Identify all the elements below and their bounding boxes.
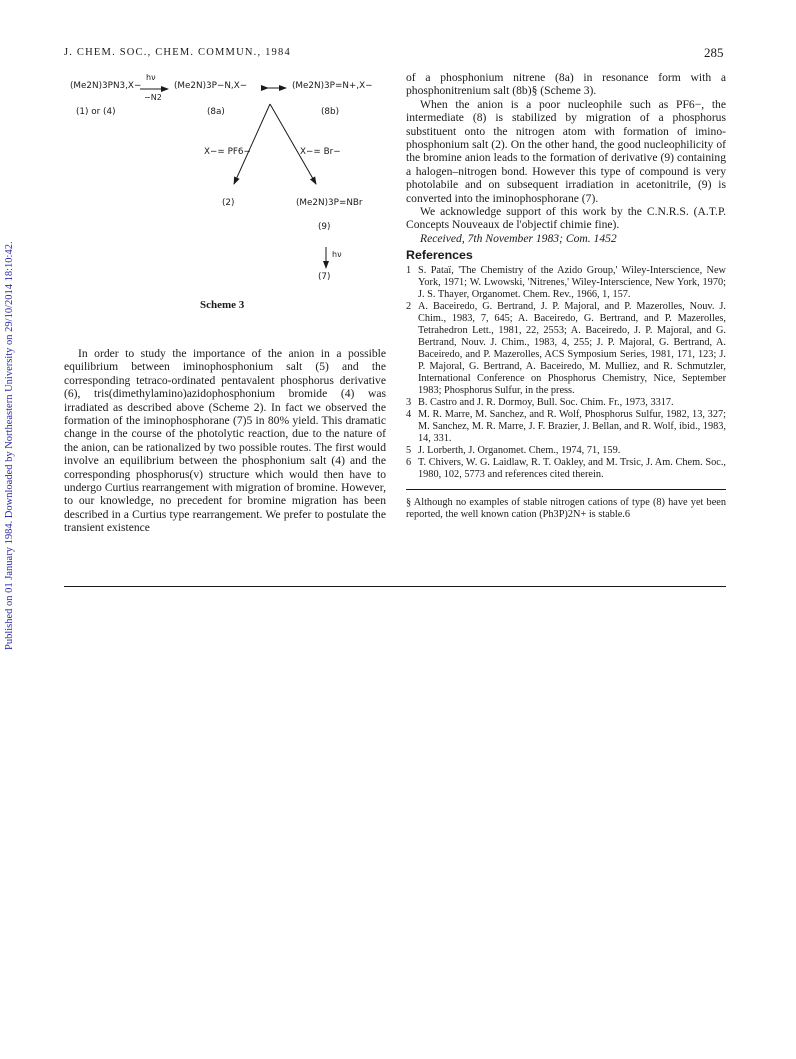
reaction-scheme	[64, 60, 404, 320]
arrow-label-hv: hν	[146, 73, 156, 82]
product-7: (7)	[318, 272, 331, 282]
reference-text: S. Pataï, 'The Chemistry of the Azido Group,' Wiley-Interscience, New York, 1971; W. Lwowski, 'Nitrenes,' Wiley-Interscience, New York, 1970; J. S. Thayer, Organomet. Chem. Rev., 1966, 1, 157.	[418, 264, 726, 300]
product-2: (2)	[222, 198, 235, 208]
journal-header: J. CHEM. SOC., CHEM. COMMUN., 1984	[64, 47, 291, 58]
reference-number: 4	[406, 408, 412, 420]
body-paragraph: of a phosphonium nitrene (8a) in resonance form with a phosphonitrenium salt (8b)§ (Scheme 3).	[406, 71, 726, 98]
scheme-arrows	[64, 60, 404, 320]
left-column	[64, 347, 386, 535]
reference-list	[406, 265, 726, 481]
reference-text: J. Lorberth, J. Organomet. Chem., 1974, 71, 159.	[418, 444, 621, 456]
label-8a: (8a)	[207, 107, 225, 117]
reference-item	[406, 397, 726, 409]
reference-number: 1	[406, 264, 412, 276]
reference-text: T. Chivers, W. G. Laidlaw, R. T. Oakley, and M. Trsic, J. Am. Chem. Soc., 1980, 102, 5773 and references cited therein.	[418, 456, 726, 480]
page-number: 285	[704, 45, 724, 60]
branch-left-arrow	[234, 104, 270, 184]
reactant-ids: (1) or (4)	[76, 107, 116, 117]
branch-right-arrow	[270, 104, 316, 184]
footnote: § Although no examples of stable nitrogen cations of type (8) have yet been reported, the well known cation (Ph3P)2N+ is stable.6	[406, 496, 726, 520]
reference-item	[406, 457, 726, 481]
reference-item	[406, 409, 726, 445]
product-9: (Me2N)3P=NBr	[296, 198, 363, 208]
reference-text: A. Baceiredo, G. Bertrand, J. P. Majoral, and P. Mazerolles, Nouv. J. Chim., 1983, 7, 645; A. Baceiredo, G. Bertrand, and P. Mazerolles, Tetrahedron Lett., 1981, 22, 2553; A. Baceiredo, J. P. Majoral, and G. Bertrand, Nouv. J. Chim., 1983, 4, 255; J. P. Majoral, G. Bertrand, A. Baceiredo, and P. Mazerolles, ACS Symposium Series, 1981, 171, 123; J. P. Majoral, G. Bertrand, A. Baceiredo, M. Mulliez, and R. Schmutzler, International Conference on Phosphorus Chemistry, Nice, September 1983; Phosphorus Sulfur, in the press.	[418, 300, 726, 396]
reference-text: M. R. Marre, M. Sanchez, and R. Wolf, Phosphorus Sulfur, 1982, 13, 327; M. Sanchez, M. R. Marre, J. F. Brazier, J. Bellan, and R. Wolf, ibid., 1983, 14, 331.	[418, 408, 726, 444]
received-date: Received, 7th November 1983; Com. 1452	[420, 231, 617, 245]
reference-number: 5	[406, 444, 412, 456]
right-column	[406, 71, 726, 521]
reference-number: 2	[406, 300, 412, 312]
acknowledgement: We acknowledge support of this work by the C.N.R.S. (A.T.P. Concepts Nouveaux de l'objectif chimie fine).	[406, 205, 726, 232]
reference-item	[406, 301, 726, 397]
footnote-divider	[406, 489, 726, 490]
scheme-caption: Scheme 3	[200, 299, 245, 311]
reference-number: 3	[406, 396, 412, 408]
references-heading: References	[406, 248, 473, 263]
body-paragraph: In order to study the importance of the anion in a possible equilibrium between iminophosphonium salt (5) and the corresponding tetraco-ordinated pentavalent phosphorus derivative (6), tris(dimethylamino)azidophosphonium bromide (4) was irradiated as described above (Scheme 2). In fact we observed the formation of the iminophosphorane (7)5 in 80% yield. This dramatic change in the course of the photolytic reaction, due to the nature of the anion, can be rationalized by two possible routes. The first would involve an equilibrium between the phosphonium salt (4) and the corresponding phosphorus(v) structure which would then have to undergo Curtius rearrangement with migration of bromine. However, to our knowledge, no precedent for bromine migration has been described in a Curtius type rearrangement. We prefer to postulate the transient existence	[64, 347, 386, 535]
page-bottom-rule	[64, 586, 726, 587]
label-8b: (8b)	[321, 107, 340, 117]
intermediate-8b: (Me2N)3P=N+,X−	[292, 81, 373, 91]
body-paragraph: When the anion is a poor nucleophile such as PF6−, the intermediate (8) is stabilized by migration of a phosphorus substituent onto the nitrogen atom with formation of imino-phosphonium salt (2). On the other hand, the good nucleophilicity of the bromine anion leads to the formation of derivative (9) containing a halogen–nitrogen bond. However this type of compound is very photolabile and on subsequent irradiation in acetonitrile, (9) is converted into the iminophosphorane (7).	[406, 97, 726, 205]
intermediate-8a: (Me2N)3P−N,X−	[174, 81, 248, 91]
label-9: (9)	[318, 222, 331, 232]
reference-item	[406, 265, 726, 301]
reference-item	[406, 445, 726, 457]
download-watermark: Published on 01 January 1984. Downloaded by Northeastern University on 29/10/2014 18:10:42.	[4, 241, 15, 650]
arrow-label-n2: −N2	[144, 93, 162, 102]
irradiation-label: hν	[332, 250, 342, 259]
reactant-formula: (Me2N)3PN3,X−	[70, 81, 142, 91]
branch-label-pf6: X−= PF6−	[204, 147, 251, 157]
reference-number: 6	[406, 456, 412, 468]
branch-label-br: X−= Br−	[300, 147, 341, 157]
reference-text: B. Castro and J. R. Dormoy, Bull. Soc. Chim. Fr., 1973, 3317.	[418, 396, 674, 408]
